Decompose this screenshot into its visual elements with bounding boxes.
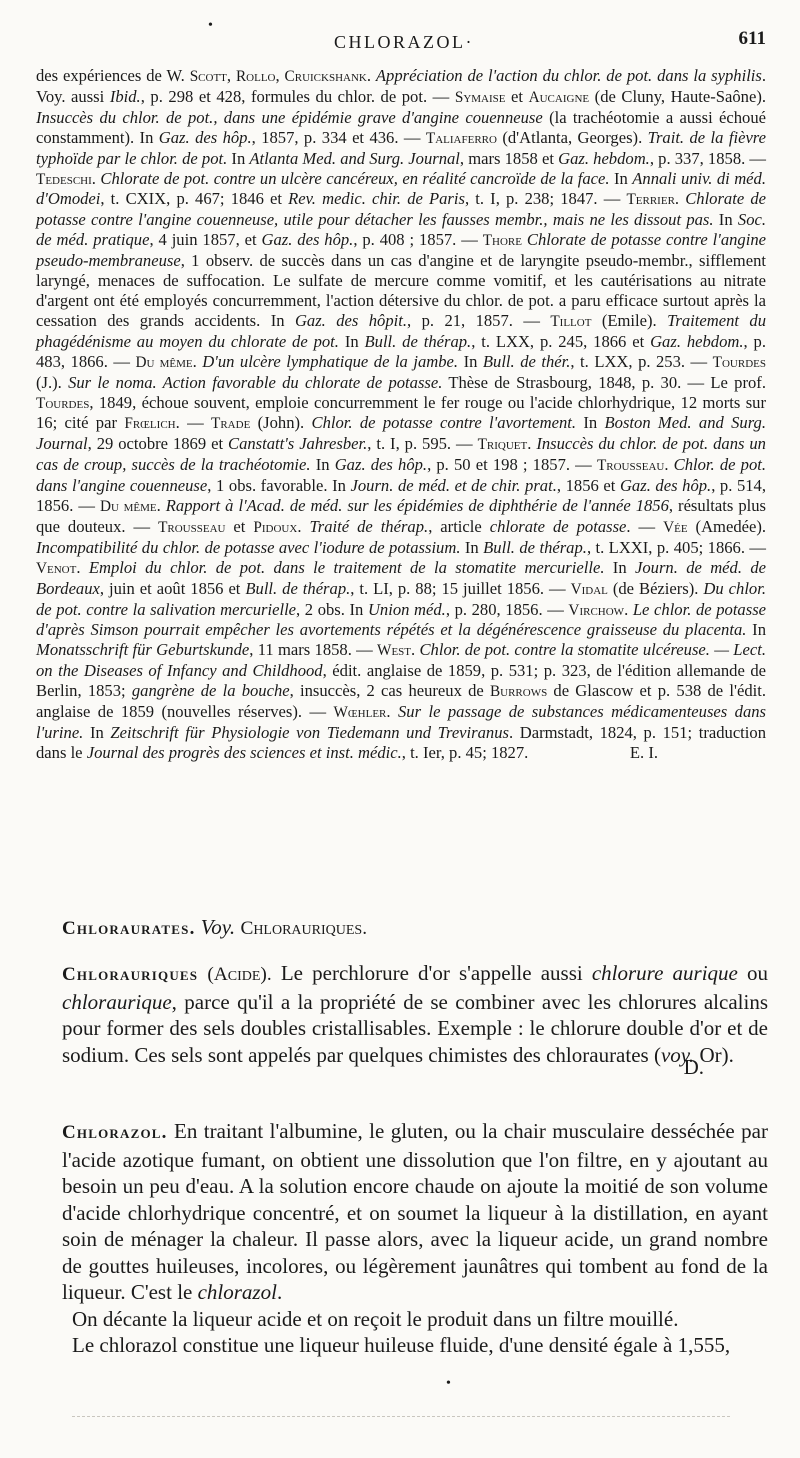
author-name: Trousseau	[596, 457, 665, 475]
bibliography-block	[36, 66, 766, 763]
citation-title: Soc. de méd. pratique	[36, 210, 766, 250]
author-name: Terrier	[626, 191, 675, 209]
author-name: Trade	[211, 415, 251, 433]
citation-title: Appréciation de l'action du chlor. de pot. dans la syphilis	[375, 66, 762, 85]
author-name: Scott	[189, 68, 227, 85]
citation-title: Bull. de thérap.	[364, 331, 472, 351]
citation-title: Traité de thérap.	[309, 516, 429, 536]
author-name: Vée	[663, 518, 688, 536]
citation-text: , p. 21, 1857. —	[407, 310, 551, 330]
citation-text: In	[713, 210, 738, 230]
entry-text: .	[276, 1280, 283, 1304]
entry-paragraph: Le chlorazol constitue une liqueur huileuse fluide, d'une densité égale à 1,555,	[72, 1333, 731, 1357]
citation-title: Gaz. hebdom.	[558, 148, 650, 168]
citation-text: , résultats plus que douteux. —	[36, 496, 767, 536]
citation-title: Insuccès du chlor. de pot. dans un cas de croup, succès de la trachéotomie.	[36, 434, 766, 475]
citation-title: Gaz. hebdom.	[650, 331, 744, 351]
citation-title: Rev. medic. chir. de Paris	[288, 189, 465, 209]
citation-text: .	[624, 599, 633, 619]
citation-title: Chlorate de pot. contre un ulcère cancéreux, en réalité cancroïde de la face.	[100, 168, 610, 188]
citation-text: , t. I, p. 595. —	[367, 434, 478, 454]
citation-text: des expériences de W.	[36, 66, 190, 85]
author-name: Cruickshank	[284, 68, 367, 85]
entry-italic: chlorure aurique	[591, 961, 738, 985]
entry-headword: Chlorazol.	[62, 1122, 168, 1143]
author-name: Tourdes	[36, 394, 90, 412]
author-name: Burrows	[489, 683, 548, 701]
citation-text: (Amedée).	[687, 516, 767, 536]
citation-title: Gaz. des hôp.	[158, 127, 252, 147]
header-dot: •	[208, 18, 213, 33]
citation-text: , t. CXIX, p. 467; 1846 et	[100, 189, 289, 209]
author-name: West	[377, 642, 412, 660]
citation-text: , p. 50 et 198 ; 1857. —	[427, 455, 597, 475]
citation-title: Gaz. des hôp.	[334, 455, 428, 475]
author-name: Tourdes	[712, 353, 766, 371]
citation-text: , p. 483, 1866. —	[36, 331, 766, 371]
citation-title: Chlor. de pot. dans l'angine couenneuse	[36, 455, 767, 496]
citation-title: Gaz. des hôp.	[261, 230, 354, 250]
citation-text: ,	[275, 66, 285, 85]
author-name: Aucaigne	[528, 88, 590, 106]
author-name: Rollo	[235, 68, 276, 85]
citation-text: In	[609, 168, 633, 188]
citation-text: et	[505, 86, 529, 106]
citation-text: In	[83, 723, 111, 742]
author-name: Thore	[482, 232, 522, 250]
author-name: Pidoux	[253, 518, 298, 536]
citation-text: .	[674, 189, 686, 209]
citation-text: , 1 observ. de succès dans un cas d'angine et de laryngite pseudo-membr., sifflement laryngé, menaces de suffocation. Le sulfate de mercure comme vomitif, et les cautérisations au nitrate d'argent ont été employés concurremment, l'action détersive du chlor. de pot. a paru efficace surtout après la cessation des grands accidents. In	[36, 251, 766, 330]
citation-text: (la trachéotomie a aussi échoué constamment). In	[36, 107, 766, 147]
citation-title: Bull. de thérap.	[483, 537, 587, 557]
citation-text: , p. 514, 1856. —	[36, 476, 767, 516]
citation-title: Emploi du chlor. de pot. dans le traitement de la stomatite mercurielle.	[88, 557, 605, 577]
entry-chlorazol	[62, 1118, 768, 1359]
citation-title: Boston Med. and Surg. Journal	[36, 413, 766, 454]
citation-text: , p. 337, 1858. —	[649, 148, 767, 168]
citation-text: , 1 obs. favorable. In	[207, 476, 351, 496]
cross-reference: Chlorauriques.	[240, 918, 368, 939]
citation-text: (de Cluny, Haute-Saône).	[589, 86, 766, 106]
citation-text: , 11 mars 1858. —	[249, 640, 378, 660]
citation-title: Union méd.	[367, 599, 446, 619]
citation-text: In	[227, 148, 250, 168]
citation-text: (d'Atlanta, Georges).	[496, 127, 648, 147]
citation-text: , article	[428, 516, 490, 536]
citation-title: Journ. de méd. de Bordeaux	[36, 557, 766, 598]
author-name: Venot	[36, 559, 77, 577]
citation-text: In	[458, 351, 483, 371]
entry-italic: chloraurique	[62, 989, 172, 1014]
entry-text: Or).	[694, 1042, 734, 1067]
citation-text: , t. LXX, p. 253. —	[570, 351, 713, 371]
citation-title: Traitement du phagédénisme au moyen du chlorate de pot.	[36, 310, 767, 351]
footer-mark: •	[446, 1376, 451, 1391]
citation-title: Sur le passage de substances médicamenteuses dans l'urine.	[36, 702, 767, 742]
citation-title: Monatsschrift für Geburtskunde	[36, 640, 250, 660]
citation-text: , 4 juin 1857, et	[149, 230, 262, 250]
citation-text: , 29 octobre 1869 et	[87, 434, 228, 454]
page-header	[36, 18, 772, 58]
citation-text: Thèse de Strasbourg, 1848, p. 30. — Le prof.	[442, 372, 766, 392]
author-name: Vidal	[570, 580, 608, 598]
citation-title: Gaz. des hôpit.	[294, 310, 408, 330]
citation-title: Bull. de thérap.	[245, 578, 351, 598]
citation-text: .	[366, 66, 376, 85]
author-name: Virchow	[568, 601, 625, 619]
citation-title: Journal des progrès des sciences et inst. médic.	[86, 742, 402, 762]
citation-title: Insuccès du chlor. de pot., dans une épidémie grave d'angine couenneuse	[36, 107, 543, 127]
citation-text: (John).	[250, 413, 312, 433]
author-name: Tedeschi	[36, 170, 92, 188]
author-name: Symaise	[454, 88, 506, 106]
citation-text: , t. LI, p. 88; 15 juillet 1856. —	[350, 578, 571, 598]
citation-text: .	[192, 351, 203, 371]
citation-text: , t. I, p. 238; 1847. —	[464, 189, 627, 209]
entry-italic: chlorazol	[197, 1280, 277, 1304]
citation-text: , mars 1858 et	[459, 148, 559, 168]
voy-label: Voy.	[200, 915, 236, 939]
citation-text: , 1856 et	[556, 476, 620, 496]
footer-rule	[72, 1416, 730, 1417]
citation-text: , 1849, échoue souvent, emploie concurremment le fer rouge ou l'acide chlorhydrique, 12 morts sur 16; cité par	[36, 392, 766, 433]
citation-text: , p. 408 ; 1857. —	[353, 230, 483, 250]
citation-text: .	[297, 516, 310, 536]
author-name: Taliaferro	[425, 129, 497, 147]
citation-text: .	[664, 455, 674, 475]
citation-text: .	[411, 640, 420, 660]
citation-title: Incompatibilité du chlor. de potasse avec l'iodure de potassium.	[36, 537, 461, 557]
citation-text: et	[225, 516, 254, 536]
citation-title: Trait. de la fièvre typhoïde par le chlor. de pot.	[36, 127, 767, 168]
page-number: 611	[738, 28, 766, 49]
citation-text: , 1857, p. 334 et 436. —	[251, 127, 426, 147]
citation-text: , édit. anglaise de 1859, p. 531; p. 323, de l'édition allemande de Berlin, 1853;	[36, 661, 767, 701]
author-name: Triquet	[477, 436, 528, 454]
citation-title: Annali univ. di méd. d'Omodei	[36, 168, 766, 209]
citation-text: . Voy. aussi	[36, 66, 767, 106]
citation-text: .	[386, 702, 398, 722]
entry-text: En traitant l'albumine, le gluten, ou la chair musculaire desséchée par l'acide azotique fumant, on obtient une dissolution que l'on filtre, en y ajoutant au besoin un peu d'eau. A la solution encore chaude on ajoute la moitié de son volume d'acide chlorhydrique concentré, et on soumet la liqueur à la distillation, en ayant soin de ménager la chaleur. Il passe alors, avec la liqueur acide, un grand nombre de gouttes huileuses, incolores, ou légèrement jaunâtres qui tombent au fond de la liqueur. C'est le	[62, 1119, 768, 1304]
entry-italic: voy.	[660, 1042, 695, 1067]
citation-title: Atlanta Med. and Surg. Journal	[249, 148, 460, 168]
citation-text: (de Béziers).	[607, 578, 704, 598]
entry-text: Le perchlorure d'or s'appelle aussi	[271, 961, 592, 985]
citation-text: , p. 298 et 428, formules du chlor. de pot. —	[140, 86, 455, 106]
citation-title: D'un ulcère lymphatique de la jambe.	[202, 351, 459, 371]
author-name: Frœlich	[124, 415, 176, 433]
citation-title: Chlorate de potasse contre l'angine pseudo-membraneuse	[36, 230, 766, 271]
citation-text: . —	[175, 413, 212, 433]
citation-title: Zeitschrift für Physiologie von Tiedemann und Treviranus	[110, 723, 509, 742]
entry-chlorauriques	[62, 960, 768, 1081]
entry-signature: D.	[683, 1055, 704, 1079]
entry-paragraph: On décante la liqueur acide et on reçoit le produit dans un filtre mouillé.	[72, 1306, 679, 1331]
citation-text: In	[338, 331, 365, 351]
citation-title: Chlor. de potasse contre l'avortement.	[311, 413, 577, 433]
citation-text: .	[76, 557, 89, 577]
page-footer	[0, 1376, 800, 1436]
author-name: Wœhler	[333, 704, 387, 722]
citation-text: .	[91, 168, 101, 188]
citation-text: In	[746, 620, 766, 640]
citation-title: Canstatt's Jahresber.	[228, 434, 368, 454]
running-title: CHLORAZOL·	[334, 32, 474, 52]
entry-chloraurates	[62, 914, 768, 943]
citation-text: In	[460, 537, 484, 557]
citation-title: Ibid.	[109, 86, 141, 106]
entry-headword: Chloraurates.	[62, 918, 196, 939]
citation-text: , 2 obs. In	[296, 599, 368, 619]
citation-text: ,	[226, 66, 236, 85]
citation-text: In	[576, 413, 605, 433]
citation-text: , t. Ier, p. 45; 1827.	[401, 742, 529, 762]
citation-text: . —	[626, 516, 664, 536]
citation-title: chlorate de potasse	[489, 516, 627, 536]
citation-text: , t. LXX, p. 245, 1866 et	[471, 331, 651, 351]
citation-text: .	[527, 434, 537, 454]
citation-text: In	[310, 455, 335, 475]
citation-text: , p. 280, 1856. —	[445, 599, 569, 619]
citation-text: .	[156, 496, 166, 516]
author-name: Du même	[135, 353, 193, 371]
citation-title: Du chlor. de pot. contre la salivation mercurielle	[36, 578, 766, 619]
citation-text: . Darmstadt, 1824, p. 151; traduction dans le	[36, 723, 766, 762]
citation-text: (J.).	[36, 372, 69, 392]
citation-title: Rapport à l'Acad. de méd. sur les épidémies de diphthérie de l'année 1856	[165, 496, 669, 516]
citation-text: , juin et août 1856 et	[99, 578, 246, 598]
citation-text: (Emile).	[591, 310, 668, 330]
author-name: Du même	[99, 498, 157, 516]
bibliography-paragraph	[36, 66, 766, 763]
citation-title: Journ. de méd. et de chir. prat.	[350, 476, 557, 496]
citation-title: Chlorate de potasse contre l'angine couenneuse, utile pour détacher les fausses membr., mais ne les dissout pas.	[36, 189, 767, 230]
bibliography-signature: E. I.	[629, 742, 658, 762]
citation-title: Le chlor. de potasse d'après Simson pourrait empêcher les avortements répétés et la dégénérescence graisseuse du placenta.	[36, 599, 767, 640]
citation-title: Chlor. de pot. contre la stomatite ulcéreuse. — Lect. on the Diseases of Infancy and Childhood	[36, 640, 766, 681]
entry-text: ou	[737, 961, 769, 985]
entry-text: , parce qu'il a la propriété de se combiner avec les chlorures alcalins pour former des sels doubles cristallisables. Exemple : le chlorure double d'or et de sodium. Ces sels sont appelés par quelques chimistes des chloraurates (	[62, 989, 768, 1067]
citation-title: Bull. de thér.	[482, 351, 571, 371]
citation-text: , insuccès, 2 cas heureux de	[289, 681, 490, 701]
citation-text: de Glascow et p. 538 de l'édit. anglaise de 1859 (nouvelles réserves). —	[36, 681, 766, 722]
entry-qualifier: (Acide).	[207, 964, 272, 985]
citation-title: Sur le noma. Action favorable du chlorate de potasse.	[68, 372, 443, 392]
citation-title: gangrène de la bouche	[131, 681, 290, 701]
author-name: Trousseau	[158, 518, 226, 536]
citation-text: , t. LXXI, p. 405; 1866. —	[586, 537, 767, 557]
citation-text: In	[604, 557, 635, 577]
entry-headword: Chlorauriques	[62, 964, 199, 985]
author-name: Tillot	[550, 312, 592, 330]
citation-title: Gaz. des hôp.	[619, 476, 712, 496]
